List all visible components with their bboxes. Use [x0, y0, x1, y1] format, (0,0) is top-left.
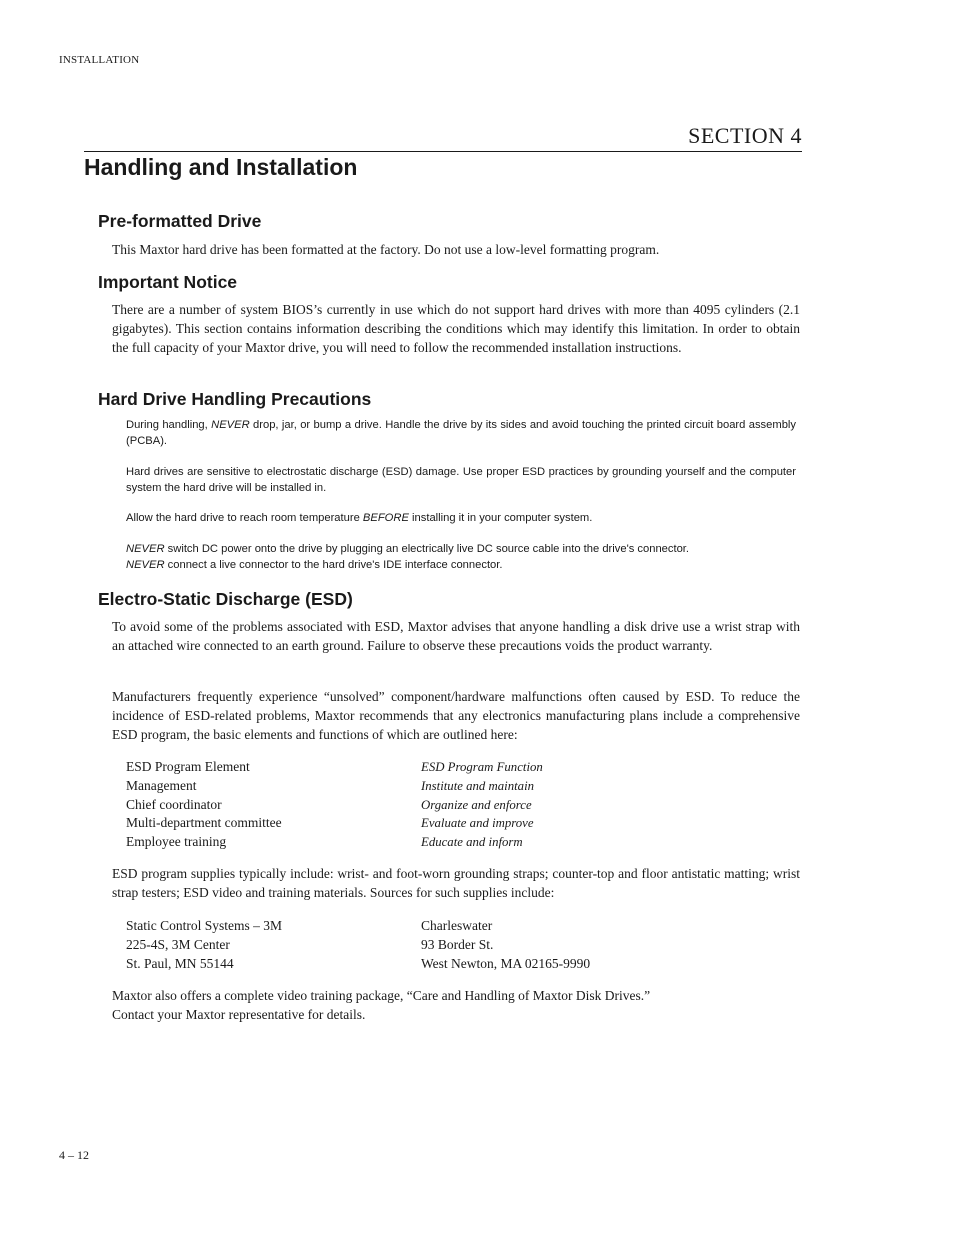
source-right: 93 Border St. [421, 936, 494, 952]
source-left: Static Control Systems – 3M [126, 918, 283, 933]
precaution-paragraph-2: Hard drives are sensitive to electrostatic discharge (ESD) damage. Use proper ESD practices by grounding yourself and the computer system the hard drive will be installed in. [126, 466, 796, 494]
esd-program-table [126, 758, 721, 852]
heading-esd: Electro-Static Discharge (ESD) [98, 589, 353, 609]
heading-important-notice: Important Notice [98, 272, 238, 292]
esd-paragraph-2: Manufacturers frequently experience “unsolved” component/hardware malfunctions often caused by ESD. To reduce the incidence of ESD-related problems, Maxtor recommends that any electronics manufacturing plans include a comprehensive ESD program, the basic elements and functions of which are outlined here: [112, 689, 800, 742]
precaution-3-emphasis: BEFORE [362, 512, 409, 524]
supply-sources-table [126, 917, 721, 973]
heading-preformatted-drive: Pre-formatted Drive [98, 211, 262, 231]
table-row [126, 936, 721, 955]
esd-paragraph-4-line-2: Contact your Maxtor representative for details. [112, 1006, 366, 1022]
precaution-4-text-b: connect a live connector to the hard drive's IDE interface connector. [164, 558, 503, 571]
program-function: Evaluate and improve [421, 816, 534, 831]
source-right: Charleswater [421, 918, 493, 933]
source-right: West Newton, MA 02165-9990 [421, 955, 591, 971]
program-function: Educate and inform [421, 835, 523, 850]
precaution-1-emphasis: NEVER [211, 419, 250, 431]
program-element: Multi-department committee [126, 815, 282, 831]
table-row [126, 758, 721, 777]
table-row [126, 917, 721, 936]
precaution-4-text-a: switch DC power onto the drive by plugging an electrically live DC source cable into the drive's connector. [164, 543, 690, 555]
page-title: Handling and Installation [84, 154, 358, 180]
esd-paragraph-4-line-1: Maxtor also offers a complete video training package, “Care and Handling of Maxtor Disk Drives.” [112, 988, 651, 1003]
table-row [126, 833, 721, 852]
table-row [126, 955, 721, 974]
precaution-4-emphasis-2: NEVER [126, 558, 165, 571]
precaution-3-text-b: installing it in your computer system. [408, 512, 593, 524]
precaution-1-text-a: During handling, [126, 419, 212, 431]
preformatted-text: This Maxtor hard drive has been formatted at the factory. Do not use a low-level formatting program. [112, 242, 660, 257]
title-rule [84, 151, 802, 152]
program-function: Institute and maintain [421, 778, 535, 793]
precaution-4-line-2 [126, 558, 796, 574]
source-left: 225-4S, 3M Center [126, 936, 230, 952]
precaution-paragraph-1 [126, 418, 796, 449]
section-label: SECTION 4 [688, 123, 802, 148]
esd-paragraph-4 [112, 987, 800, 1025]
source-left: St. Paul, MN 55144 [126, 955, 234, 971]
program-element: Chief coordinator [126, 796, 222, 812]
program-element: Management [126, 777, 197, 793]
precaution-3-text-a: Allow the hard drive to reach room temperature [126, 512, 363, 524]
precaution-4-emphasis-1: NEVER [126, 543, 165, 555]
notice-text: There are a number of system BIOS’s currently in use which do not support hard drives with more than 4095 cylinders (2.1 gigabytes). This section contains information describing the conditions which may identify this limitation. In order to obtain the full capacity of your Maxtor drive, you will need to follow the recommended installation instructions. [112, 302, 800, 355]
precaution-1-text-b: drop, jar, or bump a drive. Handle the drive by its sides and avoid touching the printed circuit board assembly (PCBA). [126, 419, 796, 447]
program-function: Organize and enforce [421, 797, 532, 812]
page-number: 4 – 12 [59, 1148, 89, 1162]
running-header: INSTALLATION [59, 54, 140, 66]
esd-paragraph-3: ESD program supplies typically include: wrist- and foot-worn grounding straps; counter-top and floor antistatic matting; wrist strap testers; ESD video and training materials. Sources for such supplies include: [112, 866, 800, 900]
program-element: Employee training [126, 834, 227, 850]
precaution-4-line-1 [126, 542, 796, 558]
precaution-paragraph-3 [126, 511, 796, 527]
program-function: ESD Program Function [421, 760, 543, 774]
table-row [126, 777, 721, 796]
esd-paragraph-1: To avoid some of the problems associated with ESD, Maxtor advises that anyone handling a disk drive use a wrist strap with an attached wire connected to an earth ground. Failure to observe these precautions voids the product warranty. [112, 619, 800, 653]
table-row [126, 814, 721, 833]
heading-handling-precautions: Hard Drive Handling Precautions [98, 389, 372, 409]
program-element: ESD Program Element [126, 759, 250, 774]
precaution-paragraph-4 [126, 542, 796, 573]
table-row [126, 796, 721, 815]
